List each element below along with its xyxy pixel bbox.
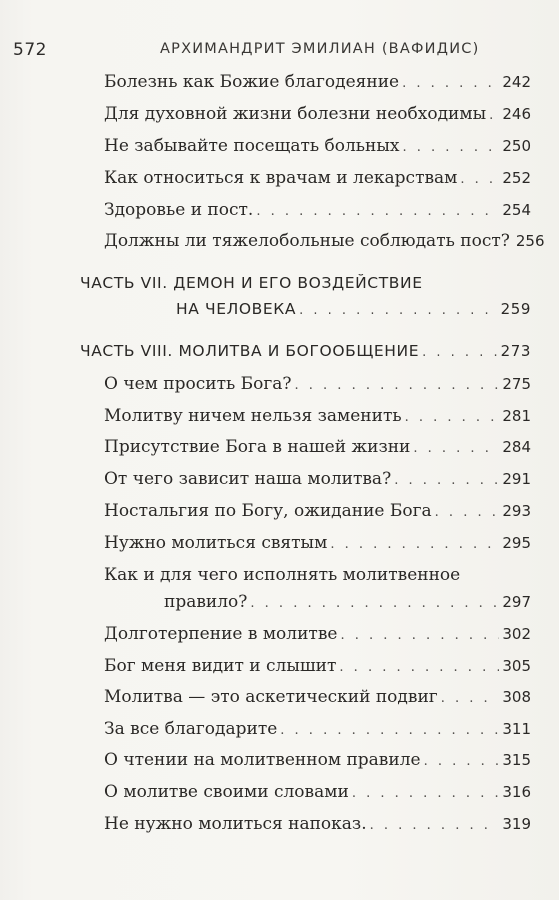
toc-entry (104, 565, 531, 589)
toc-entry (104, 469, 531, 493)
toc-entry (104, 814, 531, 838)
toc-leader-dots (489, 104, 499, 124)
toc-entry-page: 281 (502, 407, 531, 425)
toc-entry-page: 254 (502, 201, 531, 219)
toc-entry-page: 316 (502, 783, 531, 801)
toc-entry-title: Молитва — это аскетический подвиг (104, 687, 438, 707)
toc-entry-page: 308 (502, 688, 531, 706)
toc-entry-title: Здоровье и пост. (104, 200, 254, 220)
toc-leader-dots (460, 168, 499, 188)
toc-entry (104, 719, 531, 743)
toc-entry-page: 246 (502, 105, 531, 123)
toc-entry (104, 231, 545, 255)
page-number: 572 (13, 40, 47, 60)
toc-leader-dots (340, 624, 499, 644)
toc-leader-dots (435, 501, 500, 521)
toc-leader-dots (441, 687, 500, 707)
toc-entry-title-line1: Как и для чего исполнять молитвенное (104, 565, 461, 585)
toc-entry-title: Для духовной жизни болезни необходимы (104, 104, 487, 124)
toc-entry (104, 750, 531, 774)
toc-leader-dots (295, 374, 500, 394)
toc-part-page: 259 (500, 300, 531, 318)
toc-part-heading (80, 342, 531, 366)
toc-entry (104, 168, 531, 192)
toc-entry-title: Как относиться к врачам и лекарствам (104, 168, 458, 188)
toc-entry-title: О чтении на молитвенном правиле (104, 750, 421, 770)
toc-entry-title-line2: правило? (164, 592, 248, 612)
toc-entry-page: 302 (502, 625, 531, 643)
toc-entry-title: Молитву ничем нельзя заменить (104, 406, 402, 426)
toc-leader-dots (394, 469, 499, 489)
toc-entry-title: Болезнь как Божие благодеяние (104, 72, 400, 92)
toc-entry-page: 284 (502, 438, 531, 456)
toc-entry-title: Долготерпение в молитве (104, 624, 338, 644)
toc-leader-dots (339, 656, 499, 676)
toc-entry-page: 291 (502, 470, 531, 488)
toc-entry-title: О молитве своими словами (104, 782, 349, 802)
toc-part-title-line1: ЧАСТЬ VII. ДЕМОН И ЕГО ВОЗДЕЙСТВИЕ (80, 274, 423, 292)
toc-entry (104, 72, 531, 96)
running-head: АРХИМАНДРИТ ЭМИЛИАН (ВАФИДИС) (160, 41, 480, 57)
toc-entry-title: Не забывайте посещать больных (104, 136, 400, 156)
toc-leader-dots (424, 750, 500, 770)
toc-entry (104, 406, 531, 430)
toc-entry-page: 256 (515, 232, 545, 250)
toc-entry (104, 533, 531, 557)
toc-entry (104, 782, 531, 806)
toc-entry (104, 374, 531, 398)
toc-leader-dots (413, 437, 499, 457)
toc-entry-page: 250 (502, 137, 531, 155)
toc-entry-title: Ностальгия по Богу, ожидание Бога (104, 501, 432, 521)
toc-part-title-line2: НА ЧЕЛОВЕКА (176, 300, 297, 318)
toc-leader-dots (250, 592, 499, 612)
toc-leader-dots (405, 406, 500, 426)
toc-entry-page: 293 (502, 502, 531, 520)
toc-entry (104, 104, 531, 128)
toc-entry-title: От чего зависит наша молитва? (104, 469, 392, 489)
toc-entry-page: 295 (502, 534, 531, 552)
toc-entry-title: Бог меня видит и слышит (104, 656, 337, 676)
toc-entry-page: 319 (502, 815, 531, 833)
toc-leader-dots (403, 136, 500, 156)
toc-leader-dots (352, 782, 500, 802)
toc-part-heading-continued (176, 300, 531, 324)
toc-entry-title: Нужно молиться святым (104, 533, 328, 553)
toc-entry (104, 687, 531, 711)
toc-entry (104, 437, 531, 461)
toc-entry (104, 624, 531, 648)
toc-entry (104, 136, 531, 160)
toc-entry (104, 200, 531, 224)
toc-entry-page: 305 (502, 657, 531, 675)
toc-entry-page: 297 (502, 593, 531, 611)
toc-entry-page: 315 (502, 751, 531, 769)
toc-entry-page: 252 (502, 169, 531, 187)
toc-entry-page: 275 (502, 375, 531, 393)
toc-leader-dots (402, 72, 499, 92)
toc-entry-continued (164, 592, 531, 616)
toc-entry-page: 242 (502, 73, 531, 91)
toc-leader-dots (299, 300, 497, 318)
toc-leader-dots (280, 719, 499, 739)
toc-part-page: 273 (500, 342, 531, 360)
toc-entry-title: О чем просить Бога? (104, 374, 292, 394)
toc-leader-dots (330, 533, 499, 553)
toc-entry (104, 501, 531, 525)
toc-entry-title: Не нужно молиться напоказ. (104, 814, 367, 834)
toc-entry-title: Должны ли тяжелобольные соблюдать пост? (104, 231, 510, 251)
toc-leader-dots (370, 814, 500, 834)
toc-entry-title: Присутствие Бога в нашей жизни (104, 437, 411, 457)
toc-entry (104, 656, 531, 680)
toc-entry-title: За все благодарите (104, 719, 278, 739)
toc-leader-dots (422, 342, 497, 360)
toc-leader-dots (256, 200, 499, 220)
toc-part-heading (80, 274, 531, 298)
toc-part-title: ЧАСТЬ VIII. МОЛИТВА И БОГООБЩЕНИЕ (80, 342, 420, 360)
toc-entry-page: 311 (502, 720, 531, 738)
